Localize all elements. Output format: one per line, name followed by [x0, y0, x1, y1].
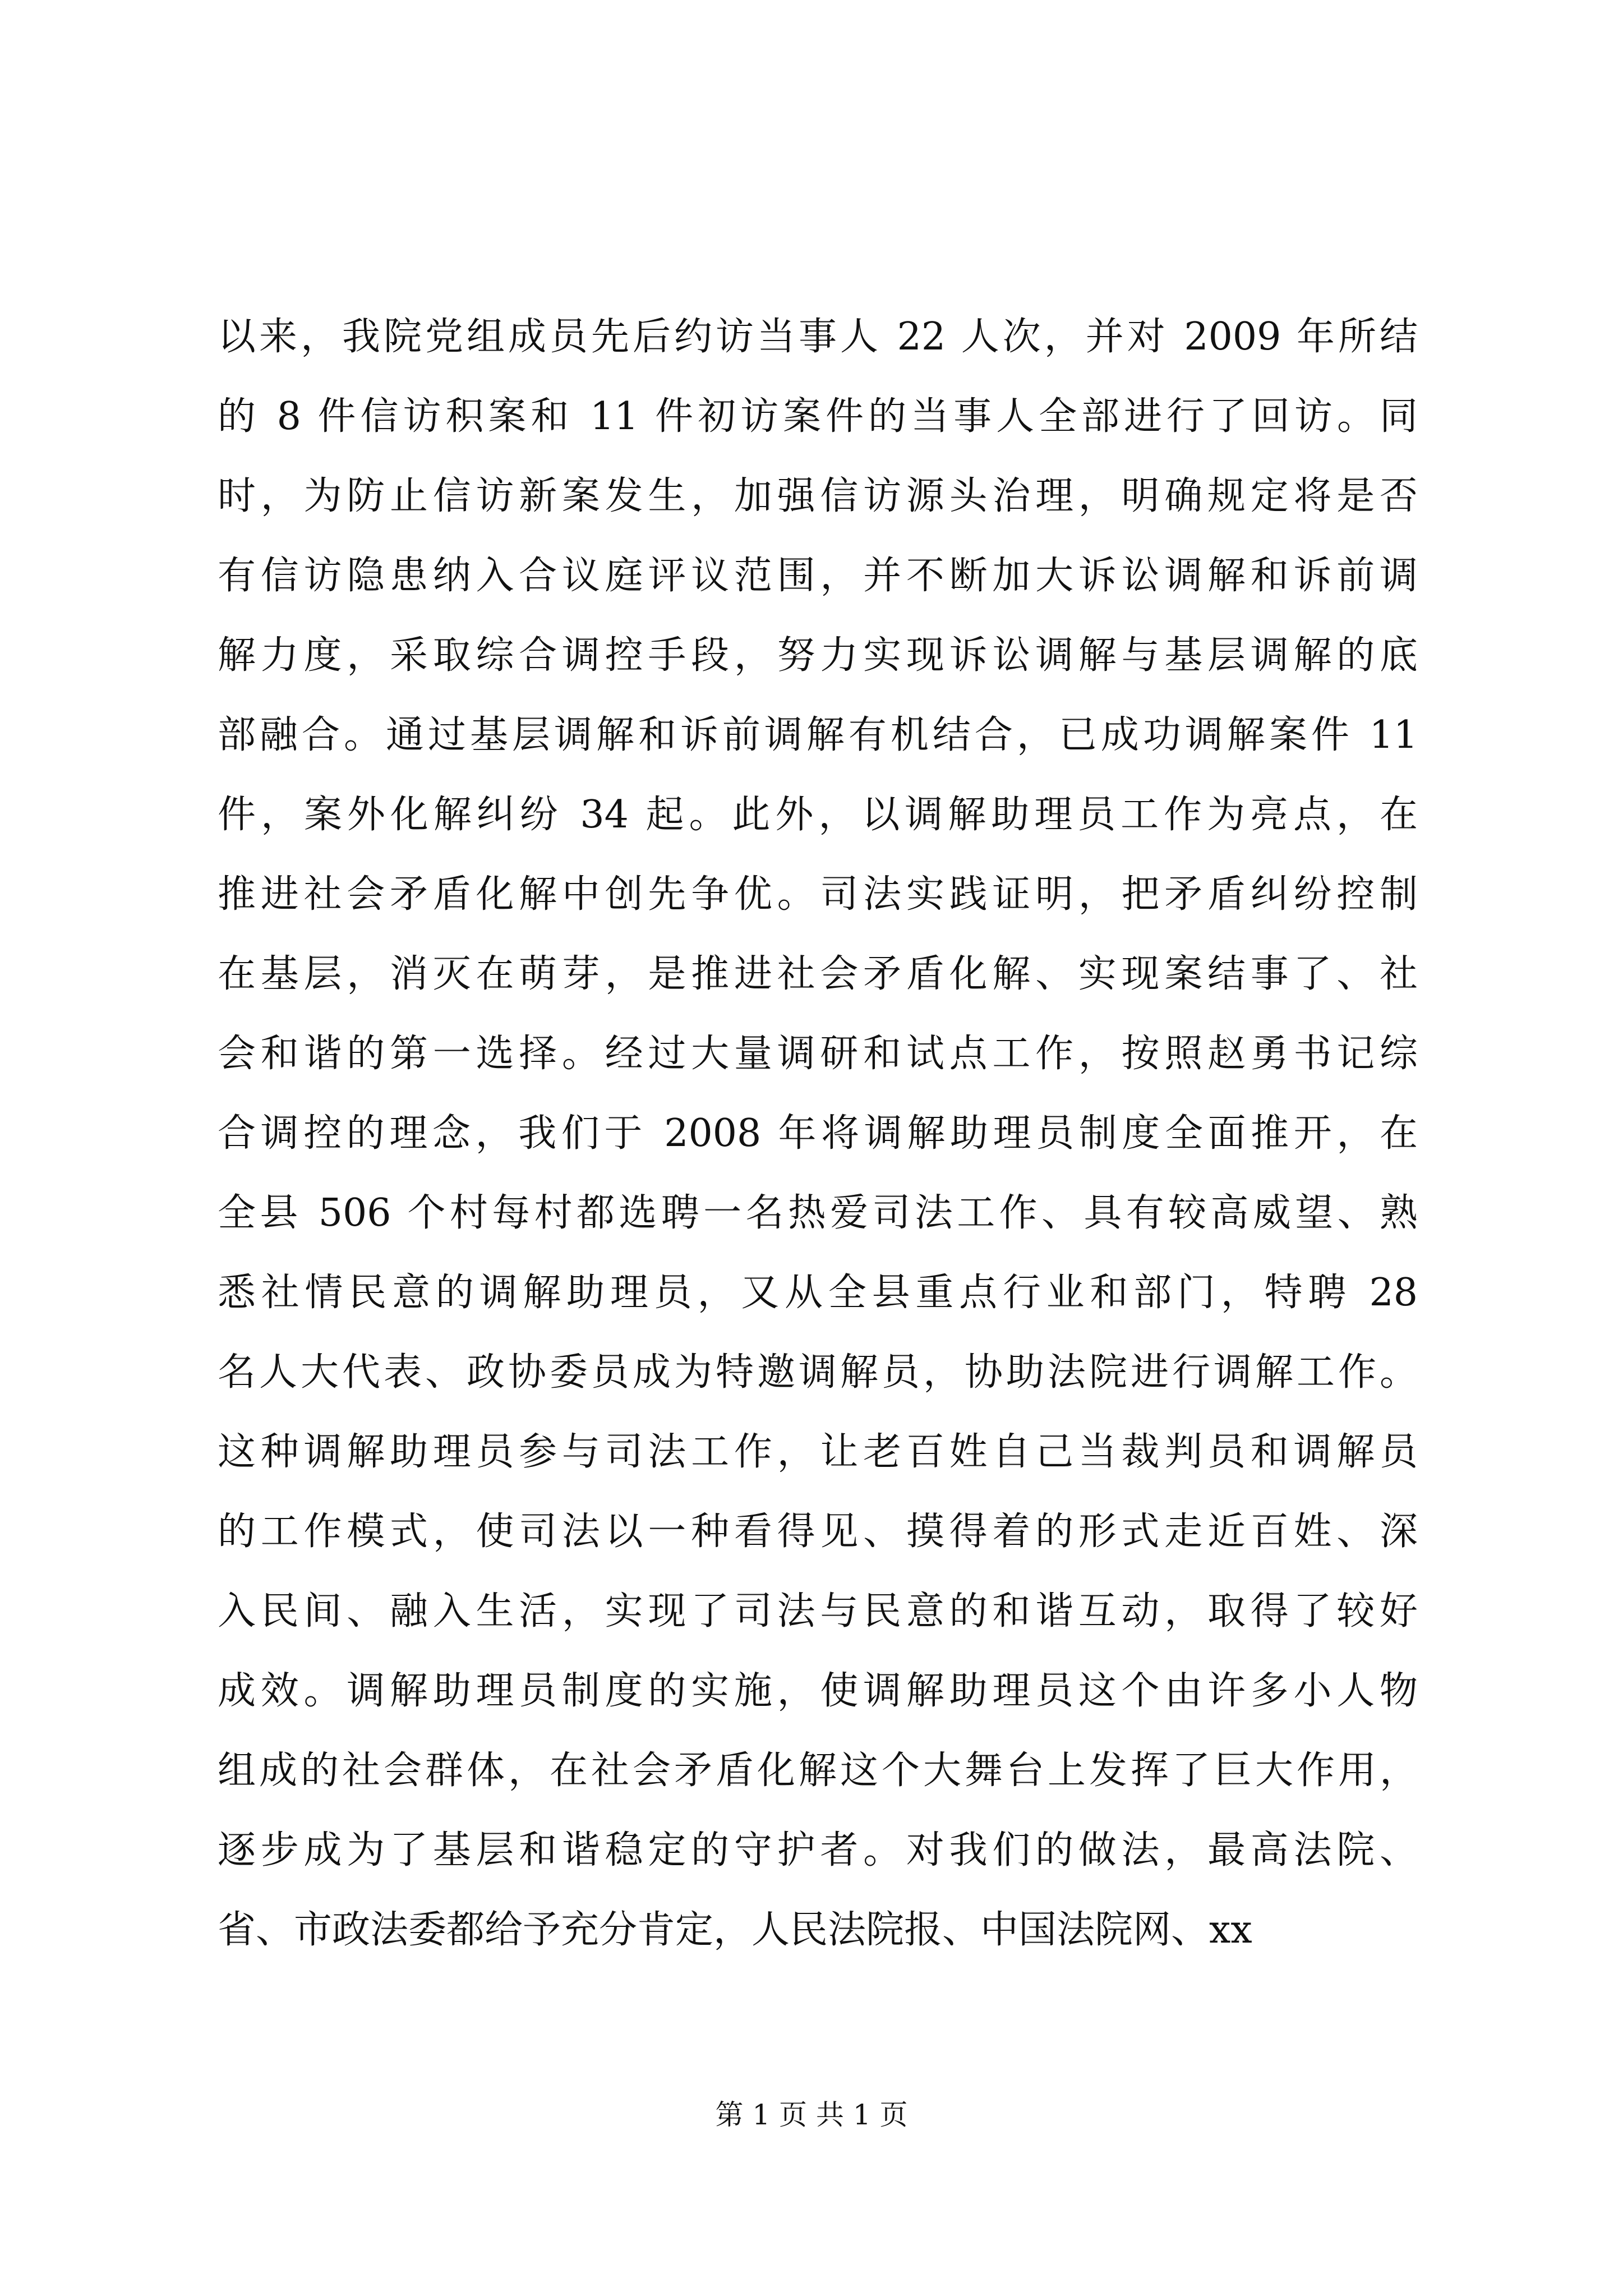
text-line: 成效。调解助理员制度的实施，使调解助理员这个由许多小人物	[218, 1669, 1418, 1713]
text-line: 悉社情民意的调解助理员，又从全县重点行业和部门，特聘 28	[218, 1271, 1418, 1315]
text-line: 全县 506 个村每村都选聘一名热爱司法工作、具有较高威望、熟	[218, 1191, 1418, 1235]
text-line: 有信访隐患纳入合议庭评议范围，并不断加大诉讼调解和诉前调	[218, 554, 1418, 598]
text-line: 入民间、融入生活，实现了司法与民意的和谐互动，取得了较好	[218, 1589, 1418, 1634]
text-line: 以来，我院党组成员先后约访当事人 22 人次，并对 2009 年所结	[218, 315, 1418, 359]
text-line: 推进社会矛盾化解中创先争优。司法实践证明，把矛盾纠纷控制	[218, 872, 1418, 917]
page-footer	[0, 2098, 1623, 2132]
text-line: 组成的社会群体，在社会矛盾化解这个大舞台上发挥了巨大作用，	[218, 1749, 1418, 1793]
text-line: 省、市政法委都给予充分肯定，人民法院报、中国法院网、xx	[218, 1908, 1252, 1952]
text-line: 逐步成为了基层和谐稳定的守护者。对我们的做法，最高法院、	[218, 1828, 1418, 1872]
text-line: 这种调解助理员参与司法工作，让老百姓自己当裁判员和调解员	[218, 1430, 1418, 1474]
text-line: 合调控的理念，我们于 2008 年将调解助理员制度全面推开，在	[218, 1111, 1418, 1156]
text-line: 时，为防止信访新案发生，加强信访源头治理，明确规定将是否	[218, 474, 1418, 518]
text-line: 的 8 件信访积案和 11 件初访案件的当事人全部进行了回访。同	[218, 394, 1418, 439]
text-line: 部融合。通过基层调解和诉前调解有机结合，已成功调解案件 11	[218, 713, 1418, 757]
text-line: 的工作模式，使司法以一种看得见、摸得着的形式走近百姓、深	[218, 1510, 1418, 1554]
page-number-label: 第 1 页 共 1 页	[715, 2099, 908, 2131]
text-line: 件，案外化解纠纷 34 起。此外，以调解助理员工作为亮点，在	[218, 793, 1418, 837]
text-line: 名人大代表、政协委员成为特邀调解员，协助法院进行调解工作。	[218, 1350, 1418, 1395]
body-text	[218, 297, 1418, 1970]
text-line: 解力度，采取综合调控手段，努力实现诉讼调解与基层调解的底	[218, 633, 1418, 678]
text-line: 在基层，消灭在萌芽，是推进社会矛盾化解、实现案结事了、社	[218, 952, 1418, 996]
text-line: 会和谐的第一选择。经过大量调研和试点工作，按照赵勇书记综	[218, 1032, 1418, 1076]
